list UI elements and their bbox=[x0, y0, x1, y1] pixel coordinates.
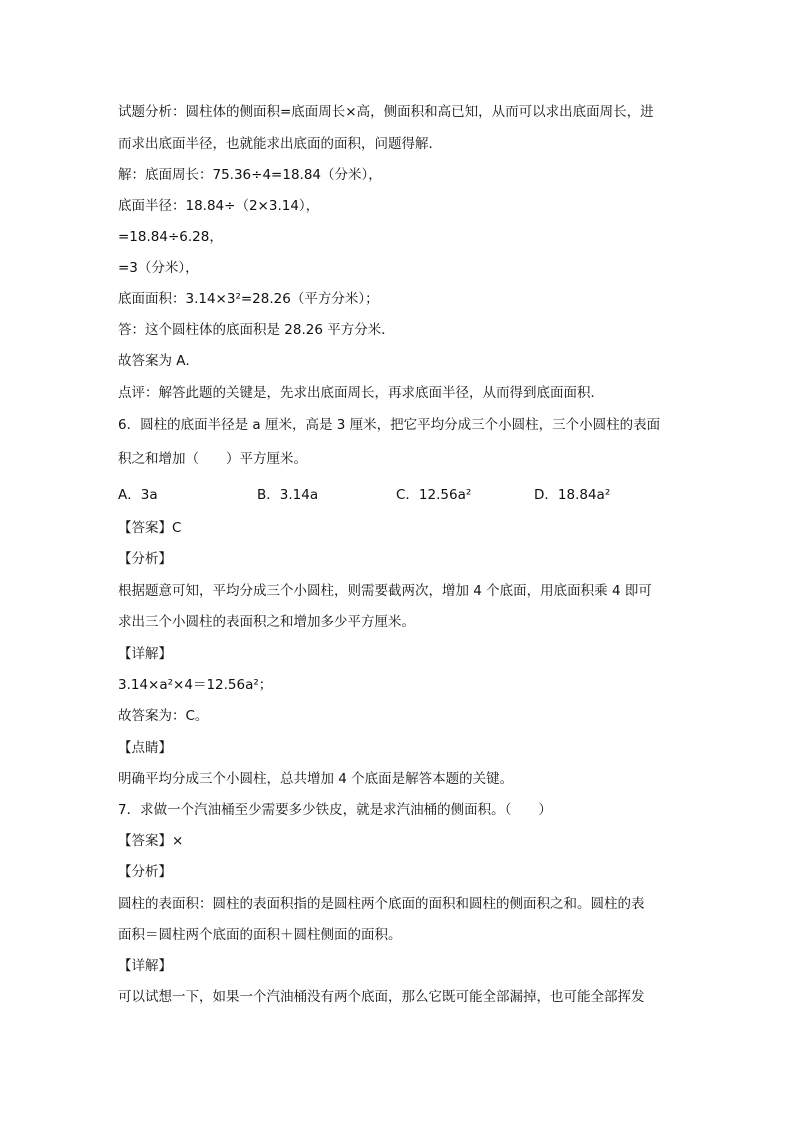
text-line: 点评：解答此题的关键是，先求出底面周长，再求底面半径，从而得到底面面积． bbox=[118, 385, 604, 401]
text-line: 解：底面周长：75.36÷4=18.84（分米）， bbox=[118, 167, 382, 183]
text-line: 试题分析：圆柱体的侧面积=底面周长×高，侧面积和高已知，从而可以求出底面周长，进 bbox=[118, 104, 654, 120]
answer-heading: 【答案】C bbox=[118, 520, 182, 536]
detail-heading: 【详解】 bbox=[118, 958, 172, 974]
text-line: 答：这个圆柱体的底面积是 28.26 平方分米． bbox=[118, 322, 395, 338]
text-line: 底面面积：3.14×3²=28.26（平方分米）； bbox=[118, 291, 379, 307]
question-6-options bbox=[118, 486, 678, 506]
text-line: =3（分米）， bbox=[118, 260, 199, 276]
option-b: B．3.14a bbox=[257, 487, 319, 503]
analysis-heading: 【分析】 bbox=[118, 864, 172, 880]
option-d: D．18.84a² bbox=[534, 487, 611, 503]
question-7-line: 7．求做一个汽油桶至少需要多少铁皮，就是求汽油桶的侧面积。（ ） bbox=[118, 802, 552, 818]
text-line: 3.14×a²×4＝12.56a²； bbox=[118, 677, 273, 693]
analysis-heading: 【分析】 bbox=[118, 551, 172, 567]
text-line: 面积＝圆柱两个底面的面积＋圆柱侧面的面积。 bbox=[118, 927, 402, 943]
text-line: 圆柱的表面积：圆柱的表面积指的是圆柱两个底面的面积和圆柱的侧面积之和。圆柱的表 bbox=[118, 896, 645, 912]
text-line: 根据题意可知，平均分成三个小圆柱，则需要截两次，增加 4 个底面，用底面积乘 4 即可 bbox=[118, 583, 652, 599]
text-line: 故答案为：C。 bbox=[118, 708, 209, 724]
text-line: 而求出底面半径，也就能求出底面的面积，问题得解． bbox=[118, 136, 442, 152]
detail-heading: 【详解】 bbox=[118, 646, 172, 662]
text-line: 故答案为 A． bbox=[118, 353, 200, 369]
option-c: C．12.56a² bbox=[396, 487, 472, 503]
text-line: 明确平均分成三个小圆柱，总共增加 4 个底面是解答本题的关键。 bbox=[118, 771, 514, 787]
comment-heading: 【点睛】 bbox=[118, 740, 172, 756]
question-6-line-1: 6．圆柱的底面半径是 a 厘米，高是 3 厘米，把它平均分成三个小圆柱，三个小圆柱的表面 bbox=[118, 417, 661, 433]
answer-heading: 【答案】× bbox=[118, 833, 184, 849]
question-6-line-2: 积之和增加（ ）平方厘米。 bbox=[118, 451, 307, 467]
text-line: 可以试想一下，如果一个汽油桶没有两个底面，那么它既可能全部漏掉，也可能全部挥发 bbox=[118, 989, 645, 1005]
text-line: =18.84÷6.28， bbox=[118, 229, 223, 245]
option-a: A．3a bbox=[118, 487, 158, 503]
text-line: 求出三个小圆柱的表面积之和增加多少平方厘米。 bbox=[118, 614, 415, 630]
text-line: 底面半径：18.84÷（2×3.14）， bbox=[118, 198, 320, 214]
